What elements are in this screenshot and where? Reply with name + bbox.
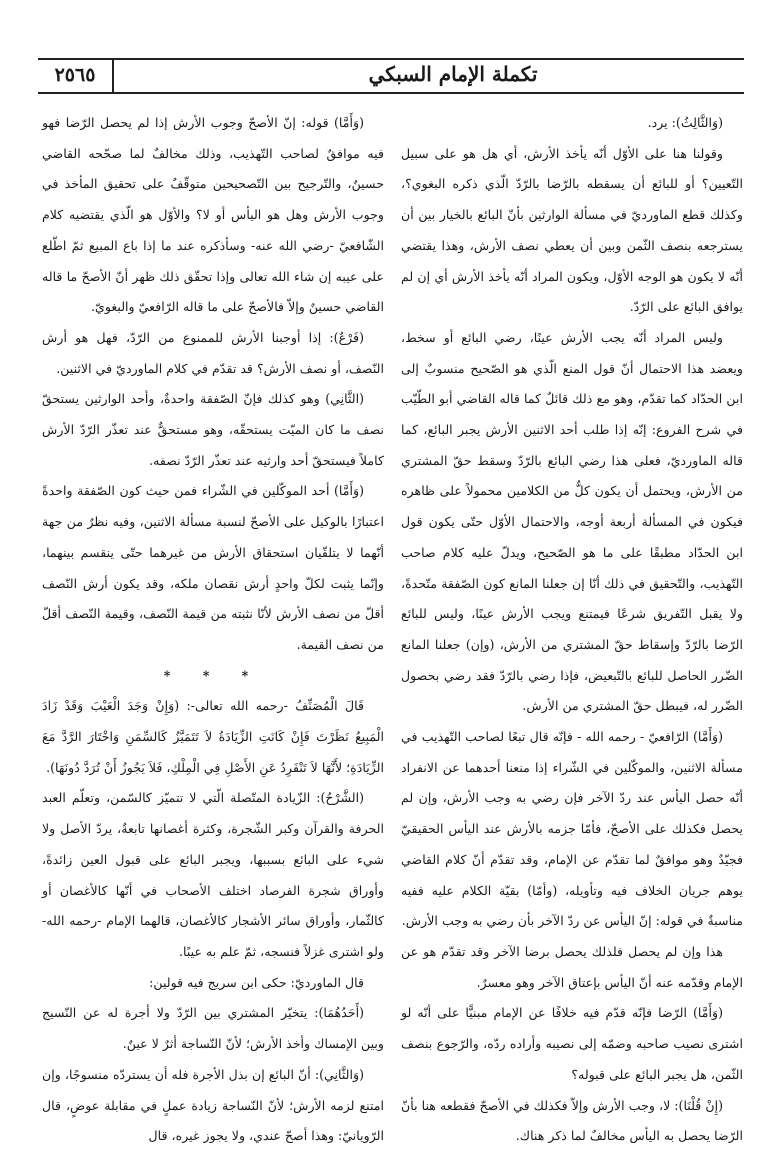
paragraph: قال الماورديّ: حكى ابن سريج فيه قولين: (149, 974, 364, 990)
paragraph: (وَأَمَّا) أحد الموكّلين في الشّراء فمن حيث كون الصّفقة واحدةً اعتبارًا بالوكيل على الأصحّ لنسبة مسألة الاثنين، وفيه نظرٌ من جهة أنّهما لا يتلقّيان استحقاق الأرش من غيرهما حتّى ينقسم بينهما، وإنّما يثبت لكلّ واحدٍ أرش نقصان ملكه، وقد يكون أرش النّصف أقلّ من نصف الأرش لأنّا نثبته من قيمة النّصف، وقيمة النّصف أقلّ من نصف القيمة. (42, 483, 384, 652)
paragraph: هذا وإن لم يحصل فلذلك يحصل برضا الآخر وقد تقدّم هو عن الإمام وقدّمه عنه أنّ اليأس بإعتاق الآخر وهو معسرٌ. (401, 943, 743, 990)
running-title: تكملة الإمام السبكي (368, 62, 538, 86)
paragraph: (وَأَمَّا) الرّافعيّ - رحمه الله - فإنّه قال تبعًا لصاحب التّهذيب في مسألة الاثنين، والموكّلين في الشّراء إذا منعنا أحدهما عن الانفراد أنّه حصل اليأس عند ردّ الآخر فإن رضي به وجب الأرش، وإن لم يحصل فكذلك على الأصحّ، فأمّا جزمه بالأرش عند اليأس الحقيقيّ فجيّدٌ وهو موافقٌ لما تقدّم عن الإمام، وقد تقدّم أنّ كلام القاضي يوهم جريان الخلاف فيه وتأويله، (وأمّا) بقيّة الكلام عليه ففيه مناسبةٌ في قوله: إنّ اليأس عن ردّ الآخر بأن رضي به وجب الأرش. (401, 729, 743, 929)
left-text-column (42, 108, 384, 1152)
paragraph: (وَأَمَّا) قوله: إنّ الأصحّ وجوب الأرش إذا لم يحصل الرّضا فهو فيه موافقٌ لصاحب التّهذيب، وذلك مخالفٌ لما صحّحه القاضي حسينٌ، والتّرجيح بين التّصحيحين متوقّفٌ على تحقيق المأخذ في وجوب الأرش وهل هو اليأس أو لا؟ والأوّل هو الّذي يقتضيه كلام الشّافعيّ -رضي الله عنه- وسأذكره عند ما إذا باع المبيع ثمّ اطّلع على عيبه إن شاء الله تعالى وإذا تحقّق ذلك ظهر أنّ الأصحّ ما قاله القاضي حسينٌ وإلاّ فالأصحّ على ما قاله الرّافعيّ والبغويّ. (42, 115, 384, 315)
paragraph: (فَرْعٌ): إذا أوجبنا الأرش للممنوع من الرّدّ، فهل هو أرش النّصف، أو نصف الأرش؟ قد تقدّم في كلام الماورديّ في الاثنين. (42, 329, 384, 376)
page-number-box (38, 60, 114, 92)
paragraph: (الشَّرْحُ): الزّيادة المتّصلة الّتي لا تتميّز كالسّمن، وتعلّم العبد الحرفة والقرآن وكبر الشّجرة، وكثرة أغصانها تابعةٌ، يردّ الأصل ولا شيء على البائع بسببها، ويجبر البائع على قبول العين زائدةً، وأوراق شجرة الفرصاد اختلف الأصحاب في أنّها كالأغصان أو كالثّمار، وأوراق سائر الأشجار كالأغصان، قالهما الإمام -رحمه الله- ولو اشترى غزلاً فنسجه، ثمّ علم به عيبًا. (42, 790, 384, 959)
paragraph: قَالَ الْمُصَنِّفُ -رحمه الله تعالى-: (وَإِنْ وَجَدَ الْعَيْبَ وَقَدْ زَادَ الْمَبِيعُ نَظَرْتَ فَإِنْ كَانَتِ الزِّيَادَةُ لاَ تَتَمَيَّزُ كَالسِّمَنِ وَاخْتَارَ الرَّدَّ مَعَ الزِّيَادَةِ؛ لأَنَّهَا لاَ تَنْفَرِدُ عَنِ الأَصْلِ فِي الْمِلْكِ، فَلاَ يَجُوزُ أَنْ تُرَدَّ دُونَهَا). (42, 698, 384, 775)
paragraph: (الثَّانِي) وهو كذلك فإنّ الصّفقة واحدةٌ، وأحد الوارثين يستحقّ نصف ما كان الميّت يستحقّه، وهو مستحقٌّ عند تعذّر الرّدّ الأرش كاملاً فيستحقّ أحد وارثيه عند تعذّر الرّدّ نصفه. (42, 391, 384, 468)
paragraph: (وَأَمَّا) الرّضا فإنّه قدّم فيه خلافًا عن الإمام مبنيًّا على أنّه لو اشترى نصيب صاحبه وضمّه إلى نصيبه وأراده ردّه، والرّجوع بنصف الثّمن، هل يجبر البائع على قبوله؟ (401, 1005, 743, 1082)
paragraph: (وَالثَّانِي): أنّ البائع إن بذل الأجرة فله أن يستردّه منسوجًا، وإن امتنع لزمه الأرش؛ لأنّ النّساجة زيادة عملٍ في مقابلة عوضٍ، قال الرّويانيّ: وهذا أصحّ عندي، ولا يجوز غيره، قال (42, 1066, 384, 1144)
paragraph: (وَالثَّالِثُ): يرد. (647, 115, 723, 130)
right-text-column (401, 108, 743, 1152)
paragraph: وليس المراد أنّه يجب الأرش عينًا، رضي البائع أو سخط، ويعضد هذا الاحتمال أنّ قول المنع الّذي هو الصّحيح منسوبٌ إلى ابن الحدّاد كما تقدّم، وهو مع ذلك قائلٌ كما قاله القاضي أبو الطّيّب في شرح الفروع: إنّه إذا طلب أحد الاثنين الأرش يجبر البائع، كما قاله الماورديّ، فعلى هذا رضي البائع بالرّدّ وسقط حقّ المشتري من الأرش، ويحتمل أن يكون كلٌّ من الكلامين محمولاً على ظاهره فيكون في المسألة أربعة أوجه، والاحتمال الأوّل حتّى يكون قول ابن الحدّاد مطبقًا على ما هو الصّحيح، ويدلّ عليه كلام صاحب التّهذيب، والتّحقيق في ذلك أنّا إن جعلنا المانع كون الصّفقة متّحدةً، ولا يقبل التّفريق شرعًا فيمتنع ويجب الأرش عينًا، وليس للبائع الرّضا بالرّدّ وإسقاط حقّ المشتري من الأرش، (وإن) جعلنا المانع الضّرر الحاصل للبائع بالتّبعيض، فإذا رضي بالرّدّ فقد رضي بحصول الضّرر له، فيبطل حقّ المشتري من الأرش. (401, 329, 743, 714)
paragraph: (إِنْ قُلْنَا): لا، وجب الأرش وإلاّ فكذلك في الأصحّ فقطعه هنا بأنّ الرّضا يحصل به اليأس مخالفٌ لما ذكر هناك. (401, 1097, 743, 1144)
paragraph: (أَحَدُهُمَا): يتخيّر المشتري بين الرّدّ ولا أجرة له عن النّسيج وبين الإمساك وأخذ الأرش؛ لأنّ النّساجة أثرٌ لا عينٌ. (42, 1005, 384, 1052)
page-number: ٢٥٦٥ (54, 64, 96, 86)
paragraph: وقولنا هنا على الأوّل أنّه يأخذ الأرش، أي هل هو على سبيل التّعيين؟ أو للبائع أن يسقطه بالرّضا بالرّدّ الّذي ذكره البغوي؟، وكذلك قطع الماورديّ في مسألة الوارثين بأنّ البائع بالخيار بين أن يسترجعه بنصف الثّمن وبين أن يعطي نصف الأرش، وهذا يقتضي أنّه لا يكون هو الوجه الأوّل، ويكون المراد أنّه يأخذ الأرش أي إن لم يوافق البائع على الرّدّ. (401, 145, 743, 315)
section-separator: * * * (163, 667, 263, 683)
page-header (38, 58, 744, 94)
